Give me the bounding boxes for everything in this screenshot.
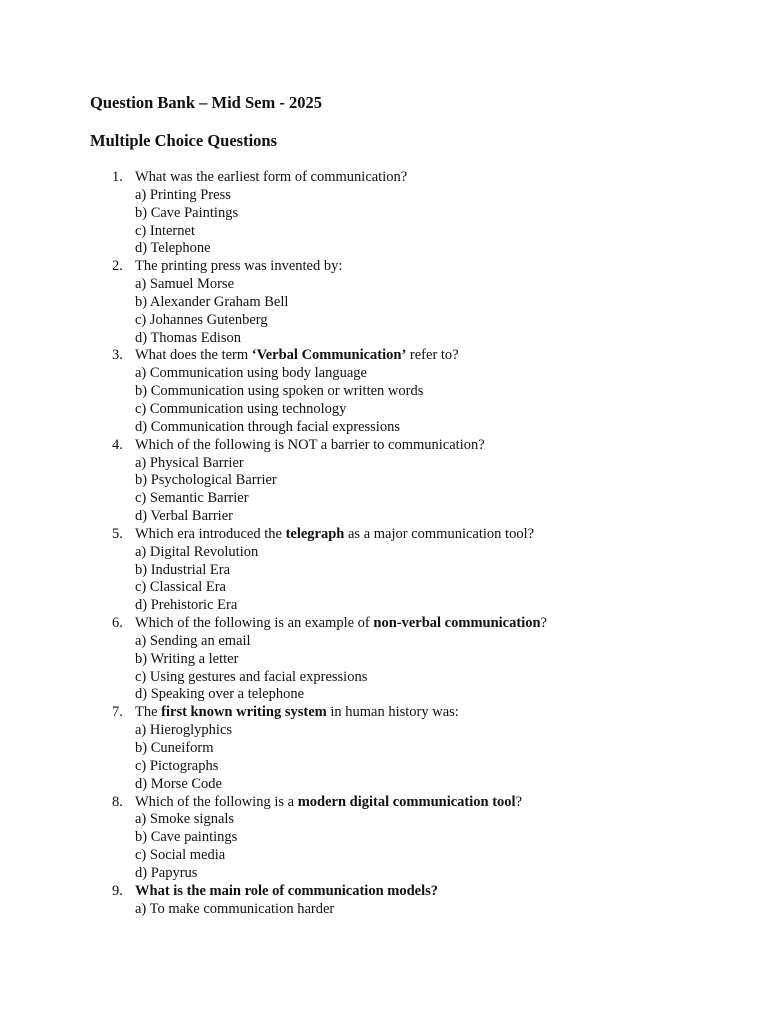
- document-title: Question Bank – Mid Sem - 2025: [90, 93, 322, 112]
- question-text: [135, 615, 547, 633]
- question-text: [135, 347, 459, 365]
- answer-option: [0, 829, 768, 847]
- question-text-bold: first known writing system: [161, 704, 327, 721]
- question-text: [135, 437, 485, 455]
- question-text-bold: modern digital communication tool: [297, 793, 516, 810]
- question-text-bold: non-verbal communication: [373, 615, 541, 632]
- answer-option-text: d) Speaking over a telephone: [135, 686, 305, 703]
- answer-option: [0, 901, 768, 919]
- question-text-segment: Which of the following is an example of: [135, 615, 374, 632]
- section-heading: Multiple Choice Questions: [90, 131, 278, 150]
- answer-option: [0, 740, 768, 758]
- question-text-segment: The: [135, 704, 162, 721]
- answer-option: [0, 455, 768, 473]
- answer-option-text: d) Thomas Edison: [135, 329, 242, 346]
- question-list: [0, 169, 768, 918]
- question-text-segment: refer to?: [406, 347, 459, 364]
- answer-option-text: a) Physical Barrier: [135, 454, 244, 471]
- answer-option: [0, 223, 768, 241]
- question-item: [0, 437, 768, 526]
- question-number: 2.: [112, 258, 123, 275]
- question-text-segment: What does the term: [135, 347, 252, 364]
- question-number: 1.: [112, 169, 123, 185]
- answer-option: [0, 419, 768, 437]
- answer-option: [0, 365, 768, 383]
- answer-option-text: c) Johannes Gutenberg: [135, 311, 268, 328]
- question-text-segment: Which of the following is NOT a barrier to communication?: [135, 436, 485, 453]
- answer-option: [0, 187, 768, 205]
- answer-option: [0, 651, 768, 669]
- answer-option: [0, 383, 768, 401]
- question-line: [0, 437, 768, 455]
- answer-option-text: b) Writing a letter: [135, 650, 239, 667]
- answer-option: [0, 847, 768, 865]
- answer-option-text: b) Cave paintings: [135, 829, 238, 846]
- answer-option-text: c) Classical Era: [135, 579, 226, 596]
- answer-option: [0, 472, 768, 490]
- answer-option: [0, 865, 768, 883]
- answer-option-text: c) Semantic Barrier: [135, 490, 249, 507]
- question-item: [0, 615, 768, 704]
- answer-option-text: c) Communication using technology: [135, 400, 347, 417]
- answer-option: [0, 722, 768, 740]
- question-number: 6.: [112, 615, 123, 632]
- question-text: [135, 704, 459, 722]
- question-text-bold: telegraph: [285, 525, 345, 542]
- answer-option-text: b) Cuneiform: [135, 740, 214, 756]
- answer-option-text: a) Samuel Morse: [135, 276, 235, 293]
- answer-option-text: a) Sending an email: [135, 632, 251, 649]
- answer-option-text: a) To make communication harder: [135, 900, 335, 917]
- question-line: [0, 526, 768, 544]
- answer-option: [0, 240, 768, 258]
- answer-option-text: b) Alexander Graham Bell: [135, 293, 289, 310]
- question-line: [0, 704, 768, 722]
- question-text-segment: in human history was:: [326, 704, 459, 721]
- answer-option: [0, 544, 768, 562]
- question-item: [0, 704, 768, 793]
- question-text-segment: ?: [515, 793, 523, 810]
- answer-option: [0, 811, 768, 829]
- question-number: 7.: [112, 704, 123, 721]
- answer-option-text: c) Pictographs: [135, 757, 219, 774]
- answer-option-text: b) Psychological Barrier: [135, 472, 277, 489]
- answer-option-text: a) Smoke signals: [135, 811, 235, 828]
- question-text: [135, 169, 407, 187]
- answer-option-text: a) Printing Press: [135, 186, 231, 203]
- answer-option-text: a) Digital Revolution: [135, 543, 259, 560]
- question-number: 4.: [112, 436, 123, 453]
- question-line: [0, 615, 768, 633]
- question-text-segment: The printing press was invented by:: [135, 258, 343, 275]
- answer-option-text: a) Communication using body language: [135, 365, 367, 382]
- answer-option-text: d) Communication through facial expressions: [135, 418, 400, 435]
- question-text-segment: as a major communication tool?: [344, 525, 535, 542]
- answer-option-text: d) Verbal Barrier: [135, 508, 233, 525]
- answer-option: [0, 579, 768, 597]
- question-item: [0, 258, 768, 347]
- question-item: [0, 169, 768, 258]
- answer-option: [0, 205, 768, 223]
- question-text-segment: Which era introduced the: [135, 525, 286, 542]
- answer-option: [0, 508, 768, 526]
- answer-option: [0, 633, 768, 651]
- question-text-segment: ?: [540, 615, 547, 632]
- answer-option: [0, 294, 768, 312]
- answer-option-text: c) Internet: [135, 222, 195, 239]
- answer-option-text: d) Telephone: [135, 240, 211, 257]
- question-item: [0, 347, 768, 436]
- answer-option-text: b) Cave Paintings: [135, 204, 239, 221]
- answer-option: [0, 330, 768, 348]
- answer-option-text: d) Morse Code: [135, 775, 222, 792]
- question-text: [135, 526, 534, 544]
- answer-option-text: c) Social media: [135, 847, 226, 864]
- question-text-bold: What is the main role of communication models?: [135, 882, 439, 899]
- question-text-segment: What was the earliest form of communication?: [135, 169, 408, 185]
- answer-option: [0, 401, 768, 419]
- question-number: 9.: [112, 882, 123, 899]
- question-item: [0, 794, 768, 883]
- question-text-bold: ‘Verbal Communication’: [251, 347, 407, 364]
- question-number: 8.: [112, 793, 123, 810]
- answer-option-text: a) Hieroglyphics: [135, 722, 233, 739]
- question-line: [0, 794, 768, 812]
- answer-option-text: b) Communication using spoken or written words: [135, 383, 424, 400]
- answer-option: [0, 562, 768, 580]
- answer-option: [0, 597, 768, 615]
- question-line: [0, 258, 768, 276]
- answer-option: [0, 669, 768, 687]
- answer-option-text: c) Using gestures and facial expressions: [135, 668, 368, 685]
- answer-option-text: d) Prehistoric Era: [135, 597, 238, 614]
- answer-option: [0, 490, 768, 508]
- question-line: [0, 347, 768, 365]
- answer-option: [0, 686, 768, 704]
- question-item: [0, 883, 768, 919]
- question-text: [135, 883, 438, 901]
- answer-option-text: b) Industrial Era: [135, 561, 231, 578]
- answer-option: [0, 776, 768, 794]
- question-number: 5.: [112, 525, 123, 542]
- question-text: [135, 794, 522, 812]
- answer-option-text: d) Papyrus: [135, 864, 198, 881]
- question-item: [0, 526, 768, 615]
- question-line: [0, 883, 768, 901]
- question-text-segment: Which of the following is a: [135, 793, 298, 810]
- question-line: [0, 169, 768, 187]
- question-text: [135, 258, 342, 276]
- answer-option: [0, 312, 768, 330]
- answer-option: [0, 276, 768, 294]
- answer-option: [0, 758, 768, 776]
- question-number: 3.: [112, 347, 123, 364]
